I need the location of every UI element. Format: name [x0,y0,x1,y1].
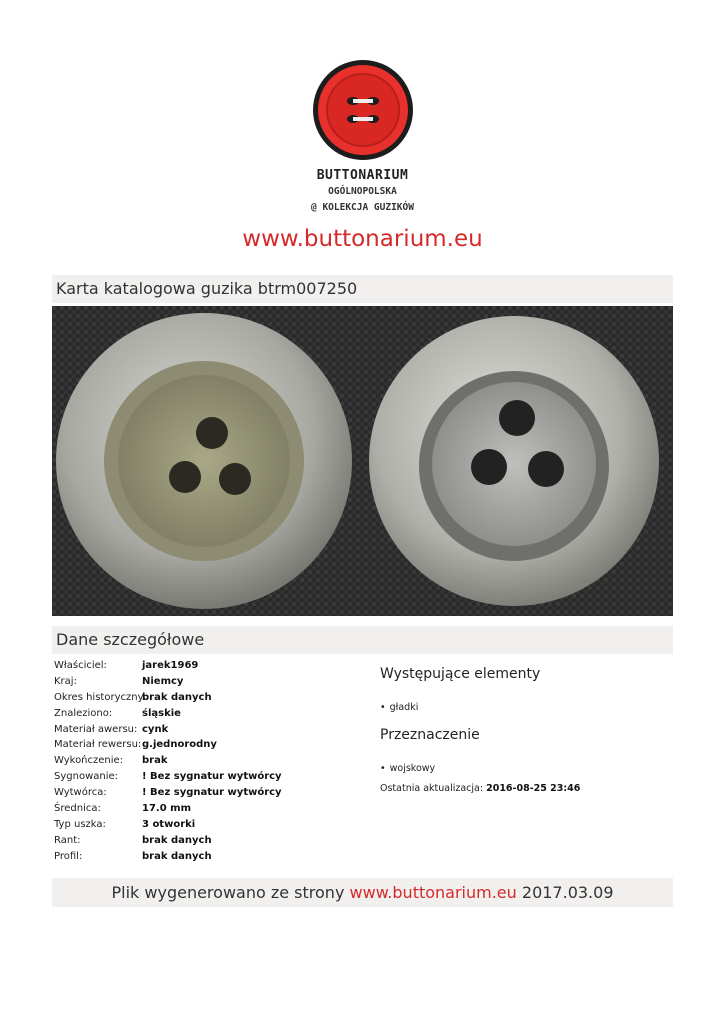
side-info [380,666,670,794]
detail-row [54,737,282,753]
brand-subtitle-2: @ KOLEKCJA GUZIKÓW [311,202,414,213]
detail-label: Sygnowanie: [54,771,119,783]
detail-row [54,706,282,722]
details-title: Dane szczegółowe [52,626,673,654]
detail-label: Profil: [54,850,83,862]
detail-value: brak [142,755,168,767]
detail-label: Znaleziono: [54,707,113,719]
detail-row [54,801,282,817]
detail-row [54,690,282,706]
detail-value: 17.0 mm [142,803,191,815]
detail-value: brak danych [142,834,212,846]
brand-subtitle-1: OGÓLNOPOLSKA [328,186,397,197]
detail-value: brak danych [142,691,212,703]
purpose-heading: Przeznaczenie [380,727,480,743]
detail-value: brak danych [142,850,212,862]
detail-value: ! Bez sygnatur wytwórcy [142,787,282,799]
button-logo-icon [311,58,415,162]
detail-value: śląskie [142,707,181,719]
detail-label: Materiał awersu: [54,723,138,735]
detail-value: jarek1969 [142,660,199,671]
detail-value: cynk [142,723,169,735]
elements-heading: Występujące elementy [380,666,541,682]
last-update-value: 2016-08-25 23:46 [486,783,581,794]
detail-row [54,769,282,785]
detail-row [54,833,282,849]
detail-label: Kraj: [54,675,77,687]
detail-label: Typ uszka: [54,818,106,830]
detail-label: Średnica: [54,803,101,815]
detail-row [54,658,282,674]
detail-label: Okres historyczny: [54,691,147,703]
element-item: • gładki [380,702,670,713]
site-url-link[interactable]: www.buttonarium.eu [242,226,483,252]
detail-value: ! Bez sygnatur wytwórcy [142,771,282,783]
button-photo [52,306,673,616]
detail-label: Wykończenie: [54,755,124,767]
footer-prefix: Plik wygenerowano ze strony [111,883,345,902]
detail-row [54,785,282,801]
detail-label: Materiał rewersu: [54,739,142,751]
catalog-title: Karta katalogowa guzika btrm007250 [52,275,673,303]
detail-row [54,817,282,833]
detail-label: Wytwórca: [54,787,107,799]
brand-name: BUTTONARIUM [316,168,409,183]
footer-date: 2017.03.09 [521,883,614,902]
details-table [54,658,282,865]
last-update-label: Ostatnia aktualizacja: [380,783,484,794]
detail-row [54,722,282,738]
detail-label: Właściciel: [54,660,107,671]
detail-row [54,674,282,690]
detail-row [54,753,282,769]
logo [0,58,725,162]
footer-url-link[interactable]: www.buttonarium.eu [349,883,517,902]
detail-value: g.jednorodny [142,739,217,751]
detail-value: 3 otworki [142,818,196,830]
detail-label: Rant: [54,834,81,846]
detail-row [54,849,282,865]
footer [52,878,673,907]
purpose-item: • wojskowy [380,763,670,774]
last-update [380,783,670,794]
detail-value: Niemcy [142,675,184,687]
